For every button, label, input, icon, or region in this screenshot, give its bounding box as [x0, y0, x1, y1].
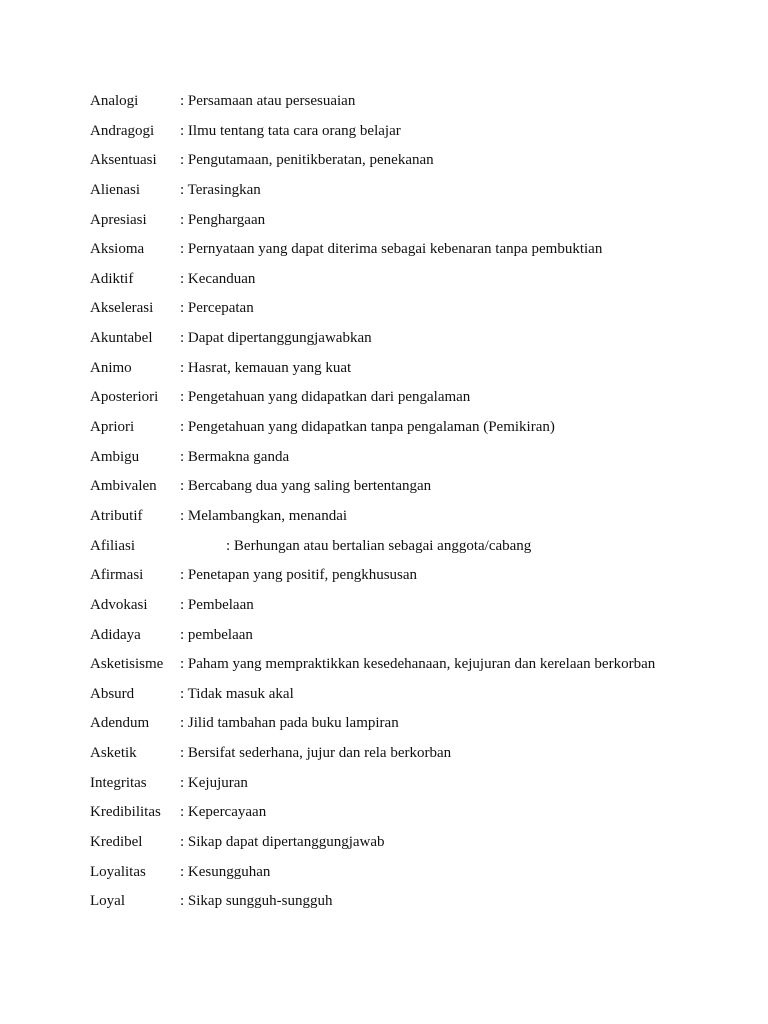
glossary-definition: : pembelaan [180, 626, 253, 643]
glossary-term: Loyalitas [90, 863, 146, 880]
glossary-definition: : Pengutamaan, penitikberatan, penekanan [180, 152, 434, 169]
glossary-term: Ambigu [90, 448, 140, 465]
glossary-entry [90, 650, 710, 680]
glossary-term: Kredibilitas [90, 804, 161, 821]
glossary-definition: : Percepatan [180, 300, 254, 317]
glossary-term: Akselerasi [90, 300, 154, 317]
glossary-term: Integritas [90, 774, 147, 791]
glossary-term: Aksentuasi [90, 152, 157, 169]
glossary-definition: : Tidak masuk akal [180, 685, 294, 702]
glossary-entry [90, 265, 710, 295]
glossary-entry [90, 443, 710, 473]
glossary-term: Aksioma [90, 241, 145, 258]
glossary-entry [90, 383, 710, 413]
glossary-term: Apriori [90, 419, 135, 436]
glossary-term: Andragogi [90, 122, 155, 139]
glossary-term: Adidaya [90, 626, 141, 643]
glossary-definition: : Melambangkan, menandai [180, 507, 348, 524]
glossary-definition: : Paham yang mempraktikkan kesedehanaan, kejujuran dan kerelaan berkorban [180, 656, 656, 673]
glossary-term: Alienasi [90, 181, 140, 198]
glossary-entry [90, 561, 710, 591]
glossary-term: Ambivalen [90, 478, 157, 495]
glossary-entry [90, 117, 710, 147]
glossary-term: Kredibel [90, 834, 143, 851]
glossary-definition: : Bermakna ganda [180, 448, 290, 465]
glossary-definition: : Pernyataan yang dapat diterima sebagai kebenaran tanpa pembuktian [180, 241, 603, 258]
glossary-entry [90, 413, 710, 443]
glossary-definition: : Persamaan atau persesuaian [180, 93, 356, 109]
glossary-definition: : Bersifat sederhana, jujur dan rela berkorban [180, 745, 452, 762]
glossary-term: Absurd [90, 685, 135, 702]
glossary-definition: : Pengetahuan yang didapatkan tanpa pengalaman (Pemikiran) [180, 419, 555, 436]
glossary-definition: : Kecanduan [180, 270, 256, 287]
glossary-term: Asketik [90, 745, 137, 762]
glossary-entry [90, 146, 710, 176]
glossary-entry [90, 206, 710, 236]
glossary-definition: : Kejujuran [180, 774, 248, 791]
glossary-definition: : Kepercayaan [180, 804, 267, 821]
glossary-entry [90, 858, 710, 888]
glossary-definition: : Terasingkan [180, 181, 261, 198]
glossary-definition: : Kesungguhan [180, 863, 271, 880]
glossary-entry [90, 680, 710, 710]
glossary-definition: : Bercabang dua yang saling bertentangan [180, 478, 432, 495]
glossary-entry [90, 739, 710, 769]
glossary-entry [90, 621, 710, 651]
glossary-definition: : Penetapan yang positif, pengkhususan [180, 567, 418, 584]
glossary-definition: : Sikap dapat dipertanggungjawab [180, 834, 385, 851]
glossary-term: Akuntabel [90, 330, 153, 347]
glossary-entry [90, 472, 710, 502]
glossary-term: Loyal [90, 893, 125, 910]
glossary-definition: : Sikap sungguh-sungguh [180, 893, 333, 910]
glossary-term: Advokasi [90, 596, 148, 613]
glossary-term: Afirmasi [90, 567, 144, 584]
glossary-definition: : Berhungan atau bertalian sebagai anggota/cabang [226, 537, 532, 554]
glossary-entry [90, 294, 710, 324]
glossary-term: Asketisisme [90, 656, 164, 673]
glossary-entry [90, 769, 710, 799]
glossary-entry [90, 87, 710, 117]
glossary-definition: : Dapat dipertanggungjawabkan [180, 330, 372, 347]
glossary-entry [90, 502, 710, 532]
glossary-entry [90, 532, 710, 562]
glossary-term: Adendum [90, 715, 150, 732]
glossary-list [90, 87, 710, 917]
glossary-definition: : Ilmu tentang tata cara orang belajar [180, 122, 401, 139]
glossary-definition: : Jilid tambahan pada buku lampiran [180, 715, 399, 732]
glossary-entry [90, 354, 710, 384]
glossary-definition: : Hasrat, kemauan yang kuat [180, 359, 352, 376]
glossary-term: Aposteriori [90, 389, 159, 406]
glossary-definition: : Penghargaan [180, 211, 266, 228]
glossary-entry [90, 709, 710, 739]
glossary-entry [90, 176, 710, 206]
glossary-entry [90, 591, 710, 621]
glossary-entry [90, 887, 710, 917]
glossary-term: Atributif [90, 507, 143, 524]
glossary-term: Animo [90, 359, 132, 376]
glossary-entry [90, 235, 710, 265]
glossary-definition: : Pembelaan [180, 596, 254, 613]
glossary-term: Apresiasi [90, 211, 147, 228]
glossary-entry [90, 828, 710, 858]
glossary-definition: : Pengetahuan yang didapatkan dari pengalaman [180, 389, 471, 406]
glossary-entry [90, 324, 710, 354]
glossary-entry [90, 798, 710, 828]
glossary-term: Analogi [90, 93, 139, 109]
glossary-term: Afiliasi [90, 537, 135, 554]
glossary-term: Adiktif [90, 270, 134, 287]
